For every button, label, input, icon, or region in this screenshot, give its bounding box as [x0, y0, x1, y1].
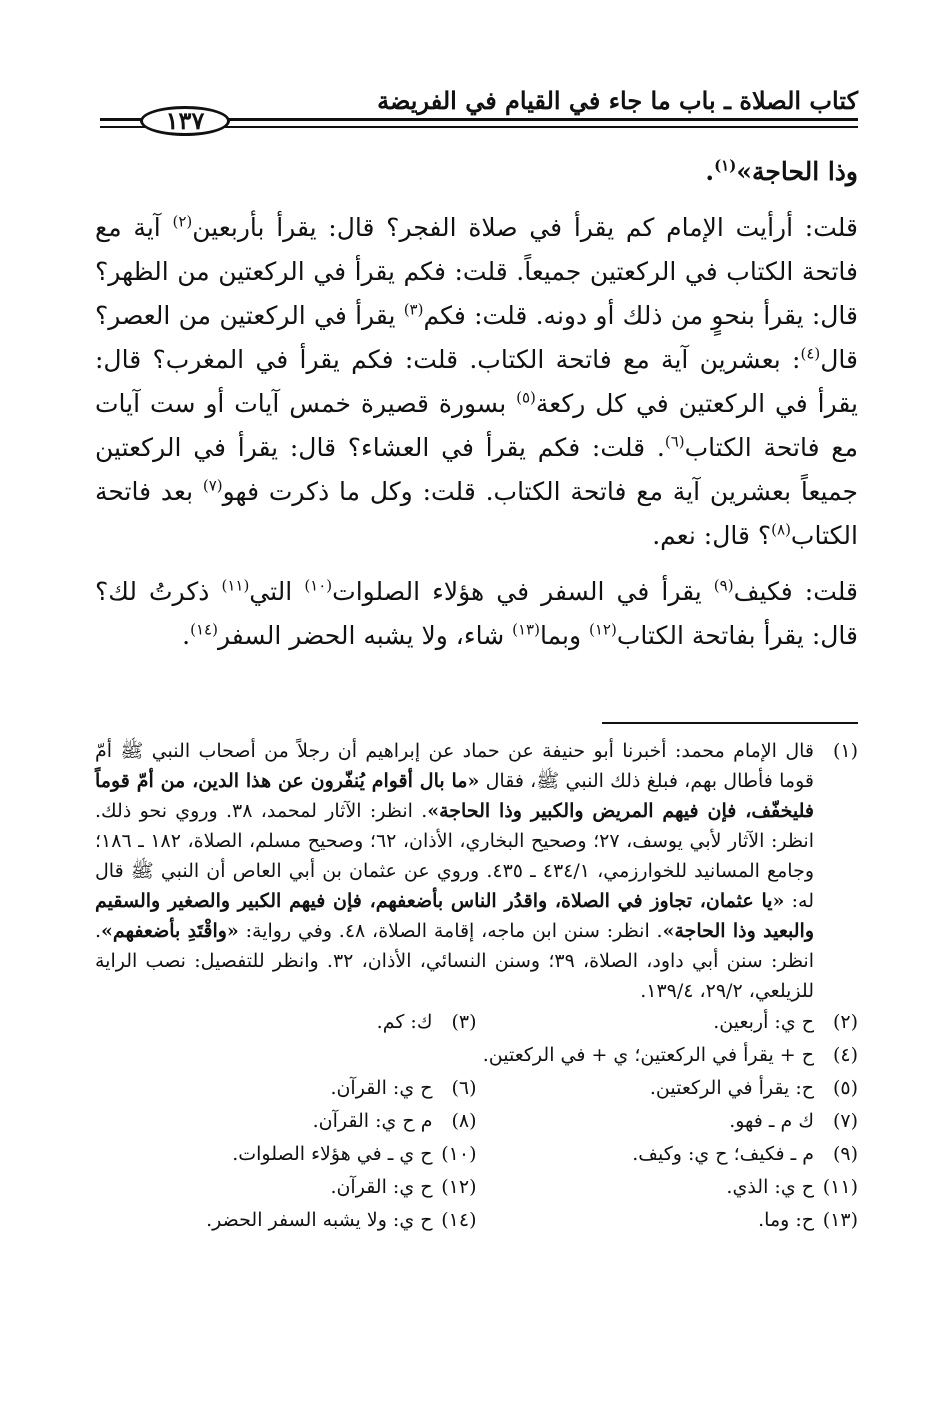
footnote-number: (١) [832, 740, 858, 762]
page-number: ١٣٧ [140, 106, 230, 136]
footnote-row [95, 1072, 858, 1105]
footnote-14: (١٤) ح ي: ولا يشبه السفر الحضر. [206, 1209, 477, 1231]
footnote-row [95, 1138, 858, 1171]
footnote-row [95, 1039, 858, 1072]
paragraph: وذا الحاجة»$^{(١)}$. [705, 156, 858, 186]
footnote-separator [602, 722, 858, 724]
running-head: كتاب الصلاة ـ باب ما جاء في القيام في الفريضة [377, 86, 858, 115]
footnote-row [95, 1105, 858, 1138]
footnote-11: (١١) ح ي: الذي. [726, 1176, 858, 1198]
footnote-7: (٧) ك م ـ فهو. [729, 1110, 858, 1132]
footnote-12: (١٢) ح ي: القرآن. [330, 1176, 477, 1198]
footnote-row [95, 1204, 858, 1237]
footnote-4: (٤) ح + يقرأ في الركعتين؛ ي + في الركعتين. [482, 1044, 858, 1066]
footnote-text: قال الإمام محمد: أخبرنا أبو حنيفة عن حماد عن إبراهيم أن رجلاً من أصحاب النبي ﷺ أمّ قوما فأطال بهم، فبلغ ذلك النبي ﷺ، فقال «ما بال أقوام يُنفّرون عن هذا الدين، من أمّ قوماً فليخفّف، فإن فيهم المريض والكبير وذا الحاجة». انظر: الآثار لمحمد، ٣٨. وروي نحو ذلك. انظر: الآثار لأبي يوسف، ٢٧؛ وصحيح البخاري، الأذان، ٦٢؛ وصحيح مسلم، الصلاة، ١٨٢ ـ ١٨٦؛ وجامع المسانيد للخوارزمي، ٤٣٤/١ ـ ٤٣٥. وروي عن عثمان بن أبي العاص أن النبي ﷺ قال له: «يا عثمان، تجاوز في الصلاة، واقدُر الناس بأضعفهم، فإن فيهم الكبير والصغير والسقيم والبعيد وذا الحاجة». انظر: سنن ابن ماجه، إقامة الصلاة، ٤٨. وفي رواية: «واقْتَدِ بأضعفهم». انظر: سنن أبي داود، الصلاة، ٣٩؛ وسنن النسائي، الأذان، ٣٢. وانظر للتفصيل: نصب الراية للزيلعي، ٢٩/٢، ١٣٩/٤. [95, 740, 815, 1002]
footnote-row [95, 1006, 858, 1039]
footnote-row [95, 1171, 858, 1204]
footnote-5: (٥) ح: يقرأ في الركعتين. [649, 1077, 858, 1099]
footnote-10: (١٠) ح ي ـ في هؤلاء الصلوات. [232, 1143, 477, 1165]
footnote-2: (٢) ح ي: أربعين. [713, 1011, 858, 1033]
footnote-1 [95, 736, 858, 1006]
footnote-9: (٩) م ـ فكيف؛ ح ي: وكيف. [632, 1143, 858, 1165]
footnotes [95, 736, 858, 1237]
footnote-8: (٨) م ح ي: القرآن. [312, 1110, 477, 1132]
paragraph: قلت: أرأيت الإمام كم يقرأ في صلاة الفجر؟ قال: يقرأ بأربعين$^{(٢)}$ آية مع فاتحة الكتاب في الركعتين جميعاً. قلت: فكم يقرأ في الركعتين من الظهر؟ قال: يقرأ بنحوٍ من ذلك أو دونه. قلت: فكم$^{(٣)}$ يقرأ في الركعتين من العصر؟ قال$^{(٤)}$: بعشرين آية مع فاتحة الكتاب. قلت: فكم يقرأ في المغرب؟ قال: يقرأ في الركعتين في كل ركعة$^{(٥)}$ بسورة قصيرة خمس آيات أو ست آيات مع فاتحة الكتاب$^{(٦)}$. قلت: فكم يقرأ في العشاء؟ قال: يقرأ في الركعتين جميعاً بعشرين آية مع فاتحة الكتاب. قلت: وكل ما ذكرت فهو$^{(٧)}$ بعد فاتحة الكتاب$^{(٨)}$؟ قال: نعم. [95, 212, 859, 550]
page-header [100, 86, 858, 134]
footnote-6: (٦) ح ي: القرآن. [330, 1077, 477, 1099]
paragraph: قلت: فكيف$^{(٩)}$ يقرأ في السفر في هؤلاء الصلوات$^{(١٠)}$ التي$^{(١١)}$ ذكرتُ لك؟ قال: يقرأ بفاتحة الكتاب$^{(١٢)}$ وبما$^{(١٣)}$ شاء، ولا يشبه الحضر السفر$^{(١٤)}$. [95, 576, 859, 650]
main-text [95, 150, 858, 658]
footnote-13: (١٣) ح: وما. [758, 1209, 858, 1231]
footnote-3: (٣) ك: كم. [376, 1011, 477, 1033]
